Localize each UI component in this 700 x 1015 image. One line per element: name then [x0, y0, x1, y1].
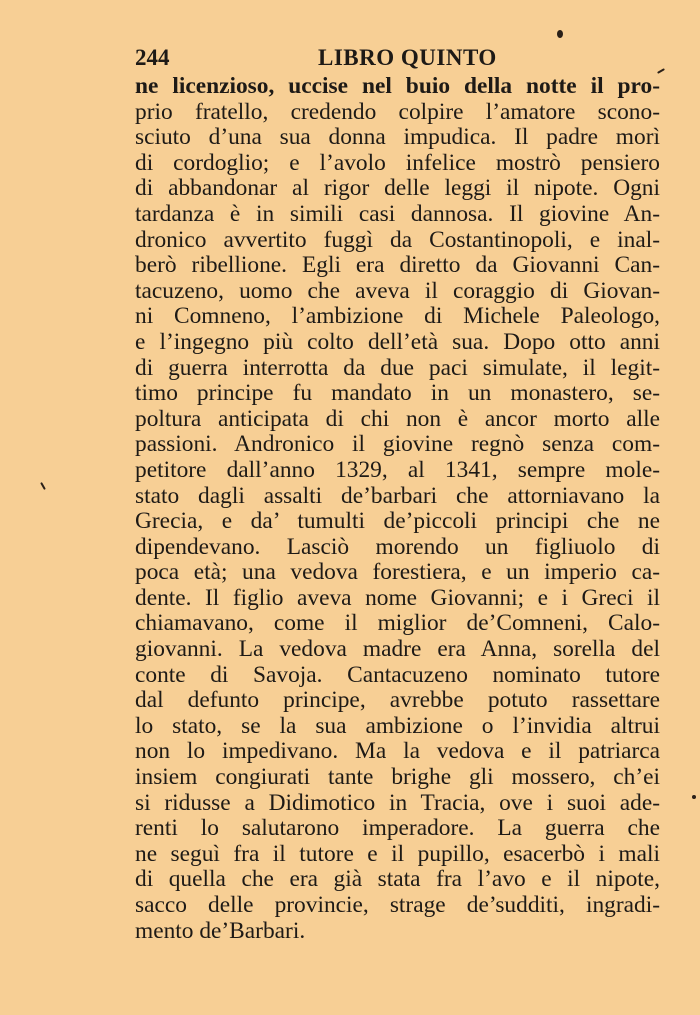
text-line: ne seguì fra il tutore e il pupillo, esacerbò i mali [135, 840, 660, 867]
text-line: non lo impedivano. Ma la vedova e il patriarca [135, 738, 660, 765]
text-line: di quella che era già stata fra l’avo e il nipote, [135, 866, 660, 893]
ink-speck [557, 30, 563, 38]
text-line: di guerra interrotta da due paci simulate, il legit- [135, 354, 660, 381]
text-line: timo principe fu mandato in un monastero, se- [135, 380, 660, 407]
text-line: renti lo salutarono imperadore. La guerra che [135, 815, 660, 842]
text-line: insiem congiurati tante brighe gli mossero, ch’ei [135, 764, 660, 791]
text-line: ni Comneno, l’ambizione di Michele Paleologo, [135, 303, 660, 330]
text-line: ne licenzioso, uccise nel buio della notte il pro- [135, 73, 660, 99]
text-line: mento de’Barbari. [135, 917, 306, 944]
text-line: chiamavano, come il miglior de’Comneni, Calo- [135, 610, 660, 637]
running-title: LIBRO QUINTO [318, 45, 497, 70]
text-line: e l’ingegno più colto dell’età sua. Dopo otto anni [135, 328, 660, 355]
text-line: poca età; una vedova forestiera, e un imperio ca- [135, 559, 660, 586]
text-line: sciuto d’una sua donna impudica. Il padre morì [135, 124, 660, 151]
text-line: stato dagli assalti de’barbari che attorniavano la [135, 482, 660, 509]
text-line: sacco delle provincie, strage de’sudditi, ingradi- [135, 892, 660, 918]
ink-speck [692, 795, 696, 799]
text-line: prio fratello, credendo colpire l’amatore scono- [135, 98, 660, 125]
body-text [135, 74, 660, 944]
page-number: 244 [135, 45, 170, 70]
text-line: di cordoglio; e l’avolo infelice mostrò pensiero [135, 149, 660, 176]
ink-speck [40, 482, 46, 490]
text-line: conte di Savoja. Cantacuzeno nominato tutore [135, 661, 660, 688]
text-line: dente. Il figlio aveva nome Giovanni; e i Greci il [135, 584, 660, 611]
text-line: lo stato, se la sua ambizione o l’invidia altrui [135, 712, 660, 739]
text-line: dronico avvertito fuggì da Costantinopoli, e inal- [135, 226, 660, 253]
text-line: passioni. Andronico il giovine regnò senza com- [135, 431, 660, 458]
text-line: si ridusse a Didimotico in Tracia, ove i suoi ade- [135, 789, 660, 816]
text-line: petitore dall’anno 1329, al 1341, sempre mole- [135, 456, 660, 483]
text-line: giovanni. La vedova madre era Anna, sorella del [135, 636, 660, 663]
text-line: berò ribellione. Egli era diretto da Giovanni Can- [135, 252, 660, 279]
text-line: Grecia, e da’ tumulti de’piccoli principi che ne [135, 508, 660, 535]
text-line: tacuzeno, uomo che aveva il coraggio di Giovan- [135, 277, 660, 304]
text-line: di abbandonar al rigor delle leggi il nipote. Ogni [135, 175, 660, 202]
text-line: dipendevano. Lasciò morendo un figliuolo di [135, 533, 660, 560]
text-line: poltura anticipata di chi non è ancor morto alle [135, 405, 660, 432]
running-header [135, 43, 655, 73]
text-line: tardanza è in simili casi dannosa. Il giovine An- [135, 200, 660, 227]
text-line: dal defunto principe, avrebbe potuto rassettare [135, 687, 660, 714]
